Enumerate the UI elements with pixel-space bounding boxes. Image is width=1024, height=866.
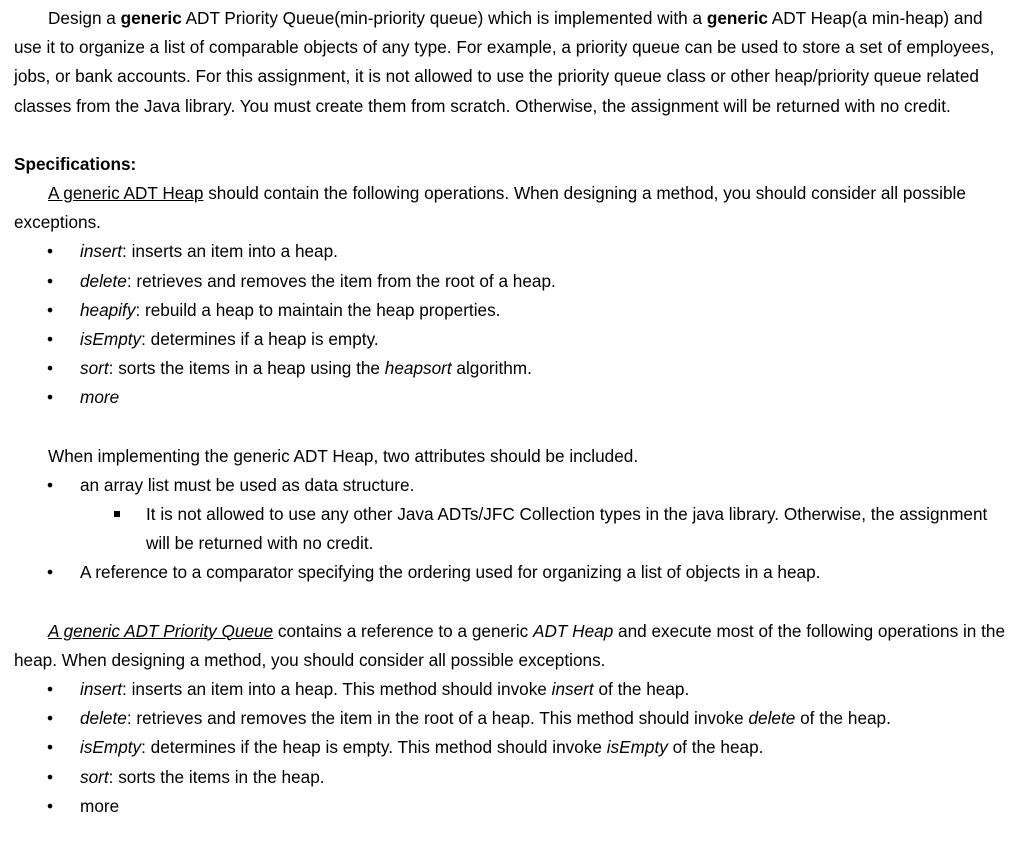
op-desc: : determines if a heap is empty. <box>141 329 379 350</box>
list-item <box>14 704 1014 733</box>
op-name: delete <box>80 270 127 291</box>
intro-text-1: Design a <box>48 8 121 28</box>
op-desc: : retrieves and removes the item from the root of a heap. <box>126 270 556 291</box>
list-item <box>14 237 1014 266</box>
attributes-list <box>14 471 1014 500</box>
list-item <box>14 383 1014 412</box>
op-name: heapify <box>80 299 136 320</box>
intro-text-2: ADT Priority Queue(min-priority queue) which is implemented with a <box>181 8 707 28</box>
list-item <box>14 675 1014 704</box>
attributes-sublist <box>14 500 1014 558</box>
bullet-icon: • <box>46 329 54 350</box>
op-name: isEmpty <box>80 329 142 350</box>
op-desc: : inserts an item into a heap. <box>122 241 338 262</box>
op-desc-end: algorithm. <box>451 358 532 379</box>
bullet-icon: • <box>46 562 54 583</box>
heap-operations-list <box>14 237 1014 412</box>
op-name: insert <box>80 679 123 700</box>
op-desc: : sorts the items in the heap. <box>108 766 325 787</box>
bullet-icon: • <box>46 766 54 787</box>
list-item <box>14 267 1014 296</box>
list-item <box>14 296 1014 325</box>
attr-item-text: an array list must be used as data structure. <box>80 474 415 495</box>
heap-heading-underlined: A generic ADT Heap <box>48 183 204 204</box>
list-item <box>14 500 1014 558</box>
spacer <box>14 121 1014 150</box>
op-algo: heapsort <box>384 358 452 379</box>
pq-heap-word: ADT Heap <box>533 620 614 641</box>
bullet-icon: • <box>46 270 54 291</box>
attributes-list-2 <box>14 558 1014 587</box>
op-name: insert <box>80 241 123 262</box>
op-ref: isEmpty <box>606 737 668 758</box>
attr-item-text: A reference to a comparator specifying the ordering used for organizing a list of objects in a heap. <box>80 562 821 583</box>
op-desc-end: of the heap. <box>795 708 891 729</box>
op-name: sort <box>80 766 109 787</box>
op-ref: insert <box>551 679 594 700</box>
heap-intro-paragraph <box>14 179 1014 237</box>
op-desc-end: of the heap. <box>667 737 764 758</box>
list-item <box>14 558 1014 587</box>
intro-paragraph <box>14 4 1014 121</box>
op-desc: : rebuild a heap to maintain the heap properties. <box>135 299 501 320</box>
op-desc: : determines if the heap is empty. This method should invoke <box>141 737 607 758</box>
bullet-icon: • <box>46 708 54 729</box>
list-item <box>14 354 1014 383</box>
pq-intro-paragraph <box>14 617 1014 675</box>
more-text: more <box>80 795 120 816</box>
op-desc: : sorts the items in a heap using the <box>108 358 385 379</box>
bullet-icon: • <box>46 679 54 700</box>
pq-intro-text-2: and execute most of the following operations in the heap. When designing a method, you should consider all possible exceptions. <box>14 620 1006 670</box>
list-item <box>14 792 1014 821</box>
bullet-icon: • <box>46 241 54 262</box>
list-item <box>14 325 1014 354</box>
pq-operations-list <box>14 675 1014 821</box>
heap-intro-text: should contain the following operations. When designing a method, you should consider all possible exceptions. <box>14 183 966 233</box>
spacer <box>14 413 1014 442</box>
intro-bold-generic-2: generic <box>706 8 768 28</box>
pq-intro-text-1: contains a reference to a generic <box>273 620 534 641</box>
sub-item-text: It is not allowed to use any other Java ADTs/JFC Collection types in the java library. Otherwise, the assignment will be returned with no credit. <box>146 504 988 554</box>
square-bullet-icon <box>114 511 120 517</box>
intro-text-3: ADT Heap(a min-heap) and use it to organize a list of comparable objects of any type. For example, a priority queue can be used to store a set of employees, jobs, or bank accounts. For this assignment, it is not allowed to use the priority queue class or other heap/priority queue related classes from the Java library. You must create them from scratch. Otherwise, the assignment will be returned with no credit. <box>14 8 995 116</box>
op-desc: : inserts an item into a heap. This method should invoke <box>122 679 552 700</box>
specifications-heading: Specifications: <box>14 153 137 174</box>
more-text: more <box>80 387 120 408</box>
bullet-icon: • <box>46 737 54 758</box>
op-ref: delete <box>748 708 796 729</box>
spacer <box>14 588 1014 617</box>
op-name: isEmpty <box>80 737 142 758</box>
list-item <box>14 733 1014 762</box>
intro-bold-generic-1: generic <box>120 8 182 28</box>
bullet-icon: • <box>46 474 54 495</box>
list-item <box>14 471 1014 500</box>
pq-heading-underlined: A generic ADT Priority Queue <box>48 620 274 641</box>
op-desc-end: of the heap. <box>593 679 690 700</box>
op-desc: : retrieves and removes the item in the root of a heap. This method should invoke <box>126 708 749 729</box>
list-item <box>14 763 1014 792</box>
attributes-intro: When implementing the generic ADT Heap, two attributes should be included. <box>48 445 639 466</box>
bullet-icon: • <box>46 299 54 320</box>
bullet-icon: • <box>46 358 54 379</box>
bullet-icon: • <box>46 795 54 816</box>
bullet-icon: • <box>46 387 54 408</box>
op-name: delete <box>80 708 127 729</box>
op-name: sort <box>80 358 109 379</box>
